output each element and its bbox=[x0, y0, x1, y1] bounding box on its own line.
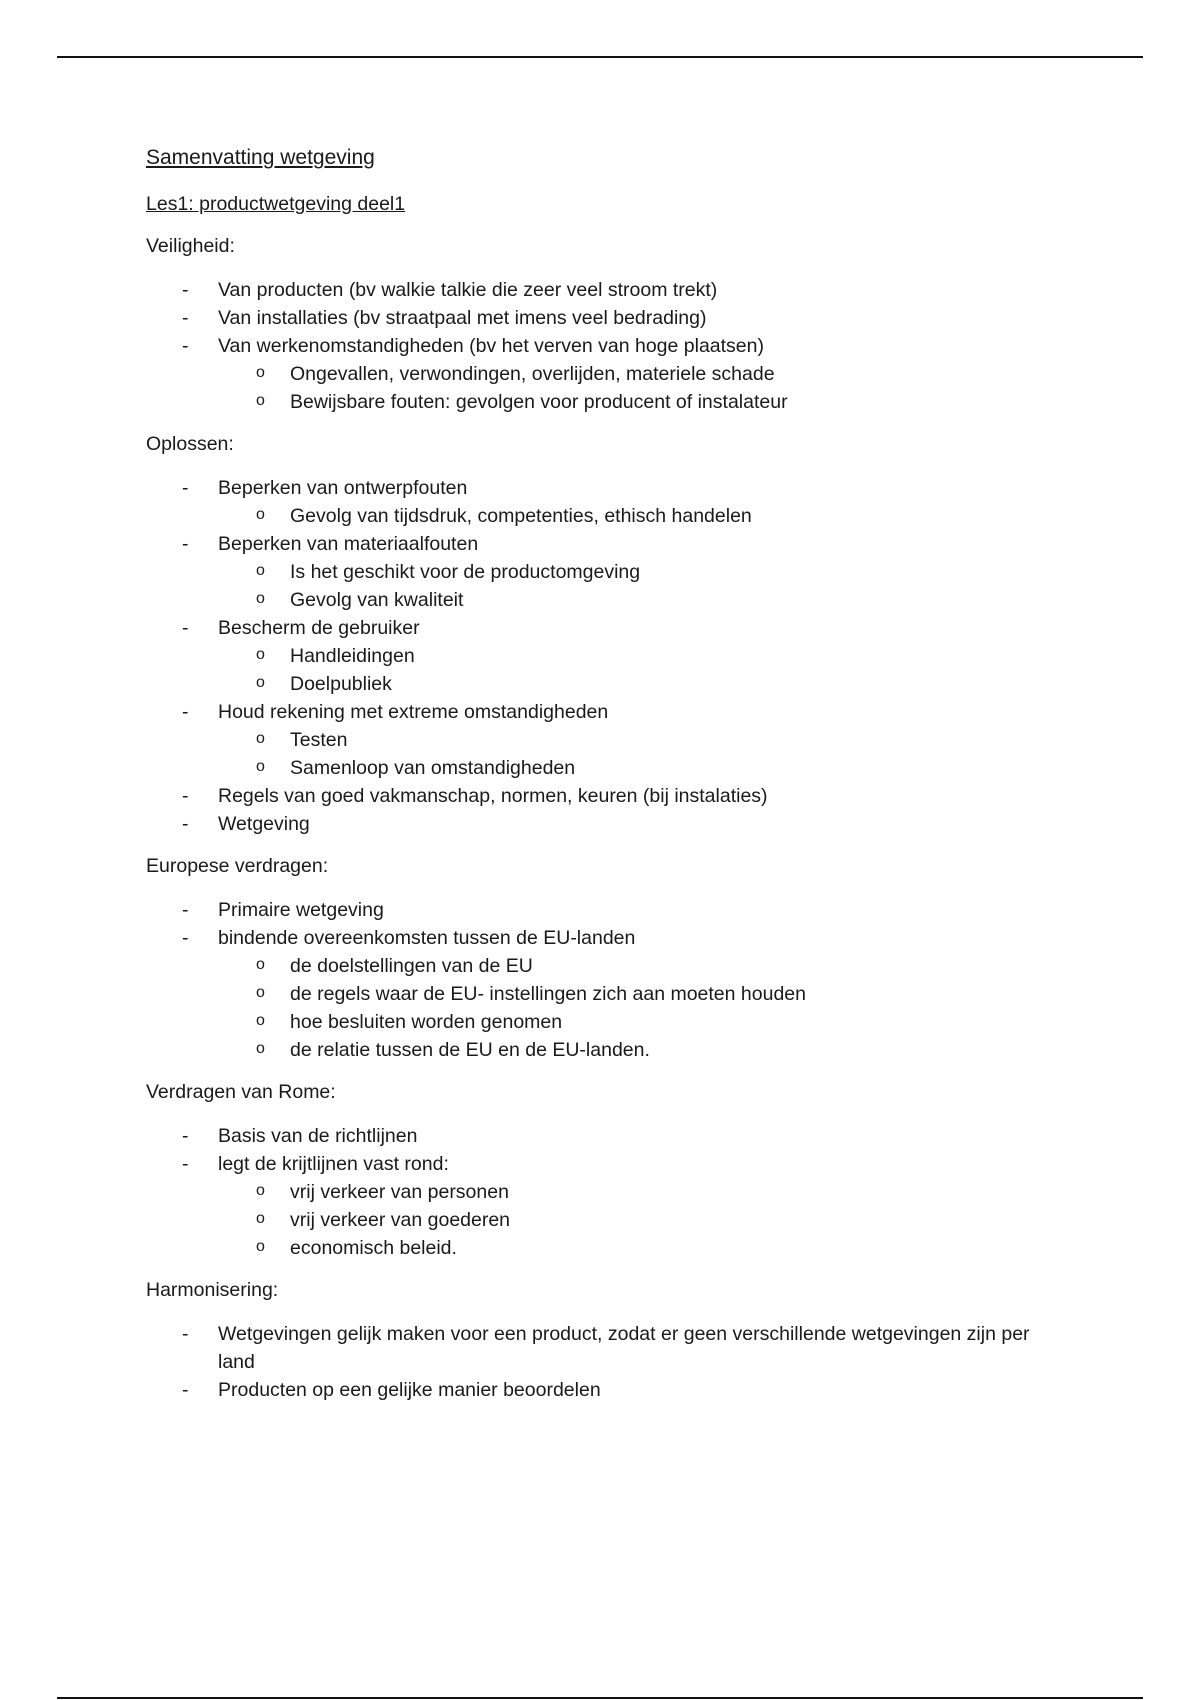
sub-list-item: o Testen bbox=[146, 726, 1046, 754]
sub-list-item: o Ongevallen, verwondingen, overlijden, materiele schade bbox=[146, 360, 1046, 388]
list-item bbox=[146, 332, 1046, 416]
sub-list-item: o Bewijsbare fouten: gevolgen voor producent of instalateur bbox=[146, 388, 1046, 416]
sub-list bbox=[218, 558, 1046, 614]
list-item bbox=[146, 924, 1046, 1064]
list-item-text: legt de krijtlijnen vast rond: bbox=[218, 1153, 449, 1175]
list-item-text: Van producten (bv walkie talkie die zeer veel stroom trekt) bbox=[218, 279, 718, 301]
section-heading: Veiligheid: bbox=[146, 235, 235, 257]
sub-list-item: o Is het geschikt voor de productomgeving bbox=[146, 558, 1046, 586]
bullet-list bbox=[146, 896, 1046, 1064]
list-item-text: Bescherm de gebruiker bbox=[218, 617, 420, 639]
sub-list-item: o Samenloop van omstandigheden bbox=[146, 754, 1046, 782]
list-item bbox=[146, 698, 1046, 782]
list-item-text: Van installaties (bv straatpaal met imens veel bedrading) bbox=[218, 307, 707, 329]
sub-list bbox=[218, 952, 1046, 1064]
list-item-text: Basis van de richtlijnen bbox=[218, 1125, 418, 1147]
bullet-list bbox=[146, 474, 1046, 838]
sub-list-item: o de relatie tussen de EU en de EU-landen. bbox=[146, 1036, 1046, 1064]
sub-list bbox=[218, 726, 1046, 782]
list-item-text: Beperken van ontwerpfouten bbox=[218, 477, 468, 499]
sections-container bbox=[146, 232, 1046, 1404]
list-item bbox=[146, 896, 1046, 924]
bullet-list bbox=[146, 1122, 1046, 1262]
sub-list-item: o Handleidingen bbox=[146, 642, 1046, 670]
list-item-text: Houd rekening met extreme omstandigheden bbox=[218, 701, 609, 723]
bottom-rule bbox=[57, 1697, 1143, 1699]
list-item-text: Regels van goed vakmanschap, normen, keuren (bij instalaties) bbox=[218, 785, 768, 807]
section-heading: Verdragen van Rome: bbox=[146, 1081, 336, 1103]
section-heading: Europese verdragen: bbox=[146, 855, 329, 877]
sub-list bbox=[218, 502, 1046, 530]
list-item bbox=[146, 1320, 1046, 1376]
list-item-text: Beperken van materiaalfouten bbox=[218, 533, 479, 555]
sub-list-item: o de doelstellingen van de EU bbox=[146, 952, 1046, 980]
list-item bbox=[146, 474, 1046, 530]
list-item-text: bindende overeenkomsten tussen de EU-landen bbox=[218, 927, 636, 949]
sub-list-item: o Gevolg van tijdsdruk, competenties, ethisch handelen bbox=[146, 502, 1046, 530]
list-item bbox=[146, 782, 1046, 810]
sub-list bbox=[218, 360, 1046, 416]
sub-list-item: o vrij verkeer van personen bbox=[146, 1178, 1046, 1206]
list-item-text: Producten op een gelijke manier beoordelen bbox=[218, 1379, 601, 1401]
sub-list-item: o Gevolg van kwaliteit bbox=[146, 586, 1046, 614]
sub-list bbox=[218, 1178, 1046, 1262]
sub-list-item: o hoe besluiten worden genomen bbox=[146, 1008, 1046, 1036]
sub-list-item: o de regels waar de EU- instellingen zich aan moeten houden bbox=[146, 980, 1046, 1008]
bullet-list bbox=[146, 276, 1046, 416]
document-title: Samenvatting wetgeving bbox=[146, 146, 375, 169]
sub-list-item: o economisch beleid. bbox=[146, 1234, 1046, 1262]
top-rule bbox=[57, 56, 1143, 58]
document-page bbox=[146, 144, 1046, 1418]
list-item-text: Wetgevingen gelijk maken voor een product, zodat er geen verschillende wetgevingen zijn per land bbox=[218, 1323, 1030, 1373]
section-heading: Oplossen: bbox=[146, 433, 234, 455]
list-item bbox=[146, 1150, 1046, 1262]
list-item-text: Wetgeving bbox=[218, 813, 310, 835]
section-heading: Harmonisering: bbox=[146, 1279, 279, 1301]
sub-list-item: o Doelpubliek bbox=[146, 670, 1046, 698]
list-item bbox=[146, 276, 1046, 304]
list-item bbox=[146, 810, 1046, 838]
sub-list bbox=[218, 642, 1046, 698]
bullet-list bbox=[146, 1320, 1046, 1404]
list-item-text: Primaire wetgeving bbox=[218, 899, 384, 921]
list-item bbox=[146, 530, 1046, 614]
lesson-heading: Les1: productwetgeving deel1 bbox=[146, 193, 406, 215]
list-item bbox=[146, 614, 1046, 698]
sub-list-item: o vrij verkeer van goederen bbox=[146, 1206, 1046, 1234]
list-item bbox=[146, 1122, 1046, 1150]
list-item bbox=[146, 304, 1046, 332]
list-item-text: Van werkenomstandigheden (bv het verven van hoge plaatsen) bbox=[218, 335, 764, 357]
list-item bbox=[146, 1376, 1046, 1404]
